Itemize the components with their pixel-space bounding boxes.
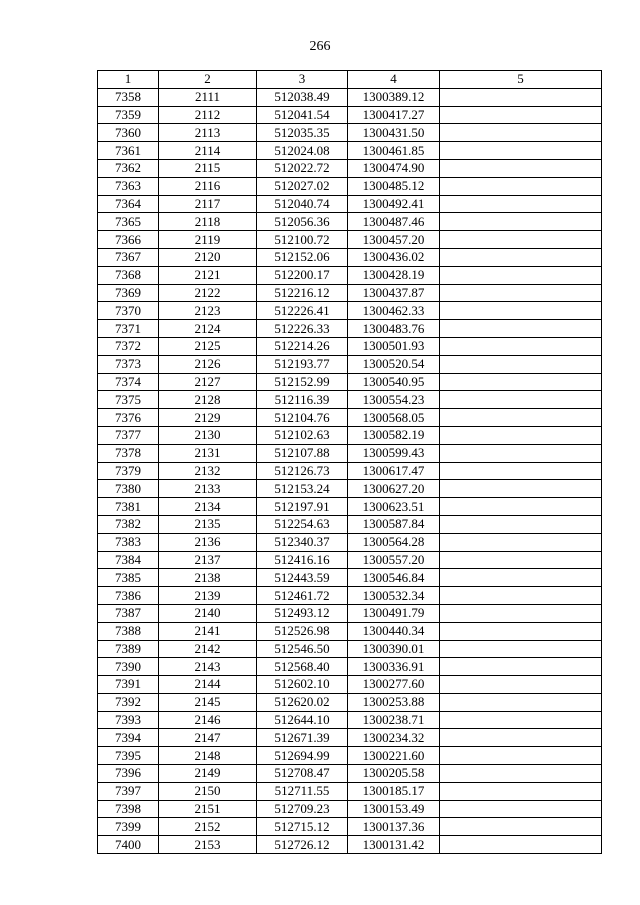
table-cell: 1300582.19 bbox=[348, 426, 440, 444]
table-cell bbox=[440, 604, 602, 622]
table-cell: 2148 bbox=[159, 747, 257, 765]
table-cell: 7360 bbox=[98, 124, 159, 142]
table-cell: 1300440.34 bbox=[348, 622, 440, 640]
table-cell bbox=[440, 302, 602, 320]
table-row bbox=[98, 658, 602, 676]
table-cell: 7362 bbox=[98, 159, 159, 177]
table-cell bbox=[440, 231, 602, 249]
table-cell: 1300431.50 bbox=[348, 124, 440, 142]
table-cell bbox=[440, 159, 602, 177]
table-cell: 2115 bbox=[159, 159, 257, 177]
table-cell bbox=[440, 782, 602, 800]
table-cell: 7378 bbox=[98, 444, 159, 462]
table-cell: 1300390.01 bbox=[348, 640, 440, 658]
column-header: 1 bbox=[98, 71, 159, 89]
table-cell: 2114 bbox=[159, 142, 257, 160]
table-row bbox=[98, 248, 602, 266]
table-cell bbox=[440, 551, 602, 569]
table-cell: 2144 bbox=[159, 676, 257, 694]
table-cell: 512709.23 bbox=[257, 800, 348, 818]
table-cell: 512104.76 bbox=[257, 409, 348, 427]
table-cell bbox=[440, 569, 602, 587]
table-row bbox=[98, 818, 602, 836]
table-cell: 7395 bbox=[98, 747, 159, 765]
table-cell: 512197.91 bbox=[257, 498, 348, 516]
table-cell: 7377 bbox=[98, 426, 159, 444]
table-cell: 512546.50 bbox=[257, 640, 348, 658]
table-cell: 2113 bbox=[159, 124, 257, 142]
table-cell bbox=[440, 320, 602, 338]
table-row bbox=[98, 800, 602, 818]
table-cell: 1300587.84 bbox=[348, 515, 440, 533]
table-cell: 7372 bbox=[98, 337, 159, 355]
table-cell: 512602.10 bbox=[257, 676, 348, 694]
table-cell bbox=[440, 711, 602, 729]
table-cell: 1300234.32 bbox=[348, 729, 440, 747]
table-cell: 7373 bbox=[98, 355, 159, 373]
table-cell: 7393 bbox=[98, 711, 159, 729]
table-cell bbox=[440, 480, 602, 498]
table-cell bbox=[440, 213, 602, 231]
table-cell: 1300568.05 bbox=[348, 409, 440, 427]
table-row bbox=[98, 266, 602, 284]
table-cell: 1300428.19 bbox=[348, 266, 440, 284]
table-row bbox=[98, 355, 602, 373]
table-cell: 1300492.41 bbox=[348, 195, 440, 213]
table-cell bbox=[440, 409, 602, 427]
table-body bbox=[98, 88, 602, 853]
table-cell bbox=[440, 88, 602, 106]
table-cell: 512153.24 bbox=[257, 480, 348, 498]
table-cell: 2116 bbox=[159, 177, 257, 195]
table-cell: 7367 bbox=[98, 248, 159, 266]
table-cell: 512226.41 bbox=[257, 302, 348, 320]
table-cell: 7398 bbox=[98, 800, 159, 818]
table-cell: 1300532.34 bbox=[348, 587, 440, 605]
table-cell: 1300462.33 bbox=[348, 302, 440, 320]
table-cell: 7366 bbox=[98, 231, 159, 249]
table-cell: 1300221.60 bbox=[348, 747, 440, 765]
table-cell bbox=[440, 177, 602, 195]
table-cell: 512568.40 bbox=[257, 658, 348, 676]
table-cell: 2133 bbox=[159, 480, 257, 498]
table-row bbox=[98, 782, 602, 800]
table-cell: 1300554.23 bbox=[348, 391, 440, 409]
table-cell: 512126.73 bbox=[257, 462, 348, 480]
table-cell: 1300205.58 bbox=[348, 765, 440, 783]
table-cell: 1300277.60 bbox=[348, 676, 440, 694]
table-cell: 2147 bbox=[159, 729, 257, 747]
table-row bbox=[98, 231, 602, 249]
table-cell: 1300557.20 bbox=[348, 551, 440, 569]
table-cell: 2125 bbox=[159, 337, 257, 355]
table-cell: 2117 bbox=[159, 195, 257, 213]
table-cell bbox=[440, 587, 602, 605]
table-cell: 7394 bbox=[98, 729, 159, 747]
table-cell: 1300253.88 bbox=[348, 693, 440, 711]
table-row bbox=[98, 213, 602, 231]
table-row bbox=[98, 462, 602, 480]
table-row bbox=[98, 88, 602, 106]
table-cell bbox=[440, 391, 602, 409]
table-cell: 7387 bbox=[98, 604, 159, 622]
table-cell: 7386 bbox=[98, 587, 159, 605]
table-cell bbox=[440, 765, 602, 783]
table-cell: 7374 bbox=[98, 373, 159, 391]
table-cell: 7400 bbox=[98, 836, 159, 854]
table-cell: 7379 bbox=[98, 462, 159, 480]
table-cell: 7396 bbox=[98, 765, 159, 783]
table-cell: 1300238.71 bbox=[348, 711, 440, 729]
table-cell: 7391 bbox=[98, 676, 159, 694]
column-header: 2 bbox=[159, 71, 257, 89]
table-cell bbox=[440, 640, 602, 658]
table-row bbox=[98, 426, 602, 444]
table-cell bbox=[440, 195, 602, 213]
table-row bbox=[98, 604, 602, 622]
table-cell: 2121 bbox=[159, 266, 257, 284]
table-row bbox=[98, 409, 602, 427]
table-cell: 7363 bbox=[98, 177, 159, 195]
table-cell: 2145 bbox=[159, 693, 257, 711]
table-cell: 7388 bbox=[98, 622, 159, 640]
table-cell bbox=[440, 676, 602, 694]
table-cell bbox=[440, 426, 602, 444]
table-cell: 1300623.51 bbox=[348, 498, 440, 516]
table-cell bbox=[440, 800, 602, 818]
table-row bbox=[98, 106, 602, 124]
table-row bbox=[98, 569, 602, 587]
table-cell: 1300520.54 bbox=[348, 355, 440, 373]
table-row bbox=[98, 747, 602, 765]
table-cell bbox=[440, 337, 602, 355]
table-cell: 7389 bbox=[98, 640, 159, 658]
table-cell: 1300437.87 bbox=[348, 284, 440, 302]
table-cell: 2151 bbox=[159, 800, 257, 818]
table-cell bbox=[440, 818, 602, 836]
table-cell: 2149 bbox=[159, 765, 257, 783]
table-cell bbox=[440, 124, 602, 142]
table-cell: 1300436.02 bbox=[348, 248, 440, 266]
table-cell: 1300483.76 bbox=[348, 320, 440, 338]
table-cell bbox=[440, 355, 602, 373]
table-cell: 1300131.42 bbox=[348, 836, 440, 854]
table-cell: 7382 bbox=[98, 515, 159, 533]
table-cell: 2126 bbox=[159, 355, 257, 373]
table-cell: 512620.02 bbox=[257, 693, 348, 711]
column-header: 4 bbox=[348, 71, 440, 89]
table-cell: 2136 bbox=[159, 533, 257, 551]
table-cell: 7364 bbox=[98, 195, 159, 213]
table-cell: 7385 bbox=[98, 569, 159, 587]
table-cell bbox=[440, 284, 602, 302]
table-cell: 512056.36 bbox=[257, 213, 348, 231]
table-cell: 7384 bbox=[98, 551, 159, 569]
table-cell: 2128 bbox=[159, 391, 257, 409]
table-cell: 1300540.95 bbox=[348, 373, 440, 391]
table-row bbox=[98, 159, 602, 177]
table-cell: 512022.72 bbox=[257, 159, 348, 177]
table-cell: 512152.06 bbox=[257, 248, 348, 266]
table-cell: 1300564.28 bbox=[348, 533, 440, 551]
table-cell: 512461.72 bbox=[257, 587, 348, 605]
column-header: 5 bbox=[440, 71, 602, 89]
table-cell: 2111 bbox=[159, 88, 257, 106]
table-row bbox=[98, 533, 602, 551]
table-cell: 2119 bbox=[159, 231, 257, 249]
table-cell: 2120 bbox=[159, 248, 257, 266]
table-cell: 2146 bbox=[159, 711, 257, 729]
table-cell bbox=[440, 693, 602, 711]
table-cell: 512216.12 bbox=[257, 284, 348, 302]
table-cell: 1300185.17 bbox=[348, 782, 440, 800]
table-cell: 512694.99 bbox=[257, 747, 348, 765]
table-cell: 2127 bbox=[159, 373, 257, 391]
table-cell: 7390 bbox=[98, 658, 159, 676]
table-cell: 1300491.79 bbox=[348, 604, 440, 622]
table-row bbox=[98, 195, 602, 213]
table-header-row bbox=[98, 71, 602, 89]
table-row bbox=[98, 836, 602, 854]
table-row bbox=[98, 177, 602, 195]
table-cell: 1300627.20 bbox=[348, 480, 440, 498]
table-cell: 7369 bbox=[98, 284, 159, 302]
table-cell: 512193.77 bbox=[257, 355, 348, 373]
table-cell: 1300457.20 bbox=[348, 231, 440, 249]
table-cell: 2129 bbox=[159, 409, 257, 427]
table-row bbox=[98, 142, 602, 160]
table-cell: 1300153.49 bbox=[348, 800, 440, 818]
table-cell: 7380 bbox=[98, 480, 159, 498]
table-cell: 7381 bbox=[98, 498, 159, 516]
table-cell: 7376 bbox=[98, 409, 159, 427]
table-cell: 512100.72 bbox=[257, 231, 348, 249]
table-cell: 2132 bbox=[159, 462, 257, 480]
table-cell: 2131 bbox=[159, 444, 257, 462]
table-cell: 2135 bbox=[159, 515, 257, 533]
table-cell bbox=[440, 836, 602, 854]
table-row bbox=[98, 337, 602, 355]
table-cell: 7383 bbox=[98, 533, 159, 551]
table-cell: 512027.02 bbox=[257, 177, 348, 195]
table-cell: 512024.08 bbox=[257, 142, 348, 160]
table-cell bbox=[440, 515, 602, 533]
page-number: 266 bbox=[309, 39, 331, 54]
table-cell: 1300336.91 bbox=[348, 658, 440, 676]
table-cell: 512214.26 bbox=[257, 337, 348, 355]
table-cell bbox=[440, 266, 602, 284]
table-cell bbox=[440, 498, 602, 516]
table-cell: 512715.12 bbox=[257, 818, 348, 836]
table-cell bbox=[440, 729, 602, 747]
table-cell: 1300389.12 bbox=[348, 88, 440, 106]
table-cell: 1300474.90 bbox=[348, 159, 440, 177]
table-cell: 512526.98 bbox=[257, 622, 348, 640]
table-cell: 2142 bbox=[159, 640, 257, 658]
table-cell: 512711.55 bbox=[257, 782, 348, 800]
column-header: 3 bbox=[257, 71, 348, 89]
table-cell: 512107.88 bbox=[257, 444, 348, 462]
table-row bbox=[98, 551, 602, 569]
table-cell: 512035.35 bbox=[257, 124, 348, 142]
table-cell: 7365 bbox=[98, 213, 159, 231]
table-row bbox=[98, 676, 602, 694]
table-cell bbox=[440, 658, 602, 676]
table-cell bbox=[440, 747, 602, 765]
table-cell: 512152.99 bbox=[257, 373, 348, 391]
table-cell bbox=[440, 373, 602, 391]
table-cell: 1300417.27 bbox=[348, 106, 440, 124]
table-cell: 2130 bbox=[159, 426, 257, 444]
table-cell: 1300546.84 bbox=[348, 569, 440, 587]
table-row bbox=[98, 622, 602, 640]
table-cell bbox=[440, 142, 602, 160]
table-cell: 7399 bbox=[98, 818, 159, 836]
table-row bbox=[98, 124, 602, 142]
table-cell: 1300501.93 bbox=[348, 337, 440, 355]
table-cell: 7371 bbox=[98, 320, 159, 338]
table-cell bbox=[440, 462, 602, 480]
table-cell: 2138 bbox=[159, 569, 257, 587]
coordinates-table bbox=[97, 70, 602, 854]
table-row bbox=[98, 587, 602, 605]
table-cell: 512443.59 bbox=[257, 569, 348, 587]
table-cell: 7397 bbox=[98, 782, 159, 800]
table-cell: 512038.49 bbox=[257, 88, 348, 106]
table-cell: 1300599.43 bbox=[348, 444, 440, 462]
table-row bbox=[98, 515, 602, 533]
table-cell: 2143 bbox=[159, 658, 257, 676]
table-cell: 512644.10 bbox=[257, 711, 348, 729]
table-cell: 7359 bbox=[98, 106, 159, 124]
table-cell: 2152 bbox=[159, 818, 257, 836]
table-cell: 2140 bbox=[159, 604, 257, 622]
table-cell: 7361 bbox=[98, 142, 159, 160]
table-row bbox=[98, 498, 602, 516]
table-cell: 7370 bbox=[98, 302, 159, 320]
table-row bbox=[98, 765, 602, 783]
table-cell: 512116.39 bbox=[257, 391, 348, 409]
table-cell: 2124 bbox=[159, 320, 257, 338]
table-row bbox=[98, 284, 602, 302]
table-row bbox=[98, 693, 602, 711]
table-cell bbox=[440, 622, 602, 640]
table-cell: 512671.39 bbox=[257, 729, 348, 747]
table-cell: 2123 bbox=[159, 302, 257, 320]
table-row bbox=[98, 391, 602, 409]
table-row bbox=[98, 640, 602, 658]
table-cell: 7358 bbox=[98, 88, 159, 106]
table-row bbox=[98, 729, 602, 747]
table-cell: 512226.33 bbox=[257, 320, 348, 338]
table-cell: 1300617.47 bbox=[348, 462, 440, 480]
table-cell bbox=[440, 248, 602, 266]
table-cell: 1300137.36 bbox=[348, 818, 440, 836]
table-cell: 512102.63 bbox=[257, 426, 348, 444]
table-cell: 2134 bbox=[159, 498, 257, 516]
table-cell bbox=[440, 106, 602, 124]
table-cell: 2141 bbox=[159, 622, 257, 640]
table-cell: 512416.16 bbox=[257, 551, 348, 569]
table-cell: 1300487.46 bbox=[348, 213, 440, 231]
table-row bbox=[98, 480, 602, 498]
table-cell: 2137 bbox=[159, 551, 257, 569]
table-cell: 512254.63 bbox=[257, 515, 348, 533]
table-cell: 512708.47 bbox=[257, 765, 348, 783]
table-row bbox=[98, 302, 602, 320]
table-cell: 7368 bbox=[98, 266, 159, 284]
table-cell: 512726.12 bbox=[257, 836, 348, 854]
table-cell: 7392 bbox=[98, 693, 159, 711]
table-cell: 2153 bbox=[159, 836, 257, 854]
table-row bbox=[98, 320, 602, 338]
table-cell bbox=[440, 533, 602, 551]
table-cell: 512493.12 bbox=[257, 604, 348, 622]
table-row bbox=[98, 444, 602, 462]
table-cell: 512340.37 bbox=[257, 533, 348, 551]
table-cell: 1300485.12 bbox=[348, 177, 440, 195]
table-cell: 2139 bbox=[159, 587, 257, 605]
table-cell: 7375 bbox=[98, 391, 159, 409]
table-cell: 512040.74 bbox=[257, 195, 348, 213]
table-cell: 512041.54 bbox=[257, 106, 348, 124]
table-cell: 2150 bbox=[159, 782, 257, 800]
table-cell: 2122 bbox=[159, 284, 257, 302]
table-cell: 1300461.85 bbox=[348, 142, 440, 160]
table-row bbox=[98, 711, 602, 729]
table-cell: 2118 bbox=[159, 213, 257, 231]
table-cell: 512200.17 bbox=[257, 266, 348, 284]
table-cell bbox=[440, 444, 602, 462]
table-cell: 2112 bbox=[159, 106, 257, 124]
table-row bbox=[98, 373, 602, 391]
